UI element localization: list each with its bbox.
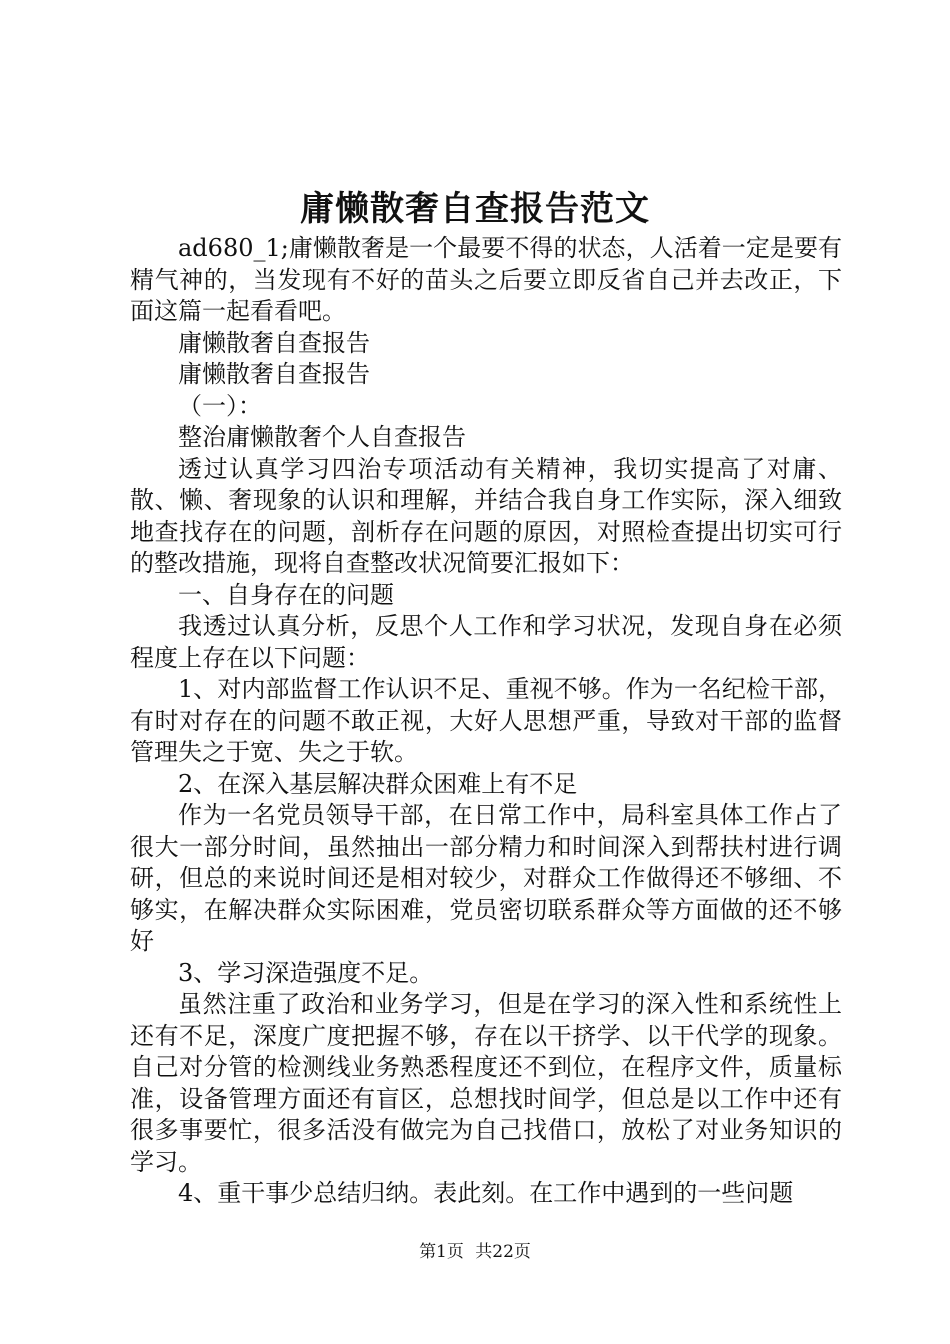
page-number: 第1页 [419,1242,464,1262]
paragraph-body: 我透过认真分析，反思个人工作和学习状况，发现自身在必须程度上存在以下问题： [130,612,842,672]
paragraph-section-number: （一）： [178,391,262,420]
document-title: 庸懒散奢自查报告范文 [300,189,650,229]
paragraph-item-4: 4、重干事少总结归纳。表此刻。在工作中遇到的一些问题 [178,1179,794,1207]
paragraph-item-1: 1、对内部监督工作认识不足、重视不够。作为一名纪检干部，有时对存在的问题不敢正视，大好人思想严重，导致对干部的监督管理失之于宽、失之于软。 [130,675,842,766]
document-body [130,233,842,1210]
paragraph-body: 透过认真学习四治专项活动有关精神，我切实提高了对庸、散、懒、奢现象的认识和理解，并结合我自身工作实际，深入细致地查找存在的问题，剖析存在问题的原因，对照检查提出切实可行的整改措施，现将自查整改状况简要汇报如下： [130,454,842,577]
paragraph-heading: 庸懒散奢自查报告 [178,360,370,388]
paragraph-intro: ad680_1;庸懒散奢是一个最要不得的状态，人活着一定是要有精气神的，当发现有不好的苗头之后要立即反省自己并去改正，下面这篇一起看看吧。 [130,234,842,325]
paragraph-body: 作为一名党员领导干部，在日常工作中，局科室具体工作占了很大一部分时间，虽然抽出一部分精力和时间深入到帮扶村进行调研，但总的来说时间还是相对较少，对群众工作做得还不够细、不够实，在解决群众实际困难，党员密切联系群众等方面做的还不够好 [130,801,842,955]
paragraph-item-3: 3、学习深造强度不足。 [178,958,434,987]
page-footer [0,1240,950,1264]
paragraph-body: 虽然注重了政治和业务学习，但是在学习的深入性和系统性上还有不足，深度广度把握不够，存在以干挤学、以干代学的现象。自己对分管的检测线业务熟悉程度还不到位，在程序文件，质量标准，设备管理方面还有盲区，总想找时间学，但总是以工作中还有很多事要忙，很多活没有做完为自己找借口，放松了对业务知识的学习。 [130,990,842,1176]
paragraph-heading: 庸懒散奢自查报告 [178,328,370,357]
paragraph-subtitle: 整治庸懒散奢个人自查报告 [178,423,466,451]
page-total: 共22页 [475,1242,531,1262]
paragraph-item-2: 2、在深入基层解决群众困难上有不足 [178,769,578,798]
paragraph-section-heading: 一、自身存在的问题 [178,580,394,609]
